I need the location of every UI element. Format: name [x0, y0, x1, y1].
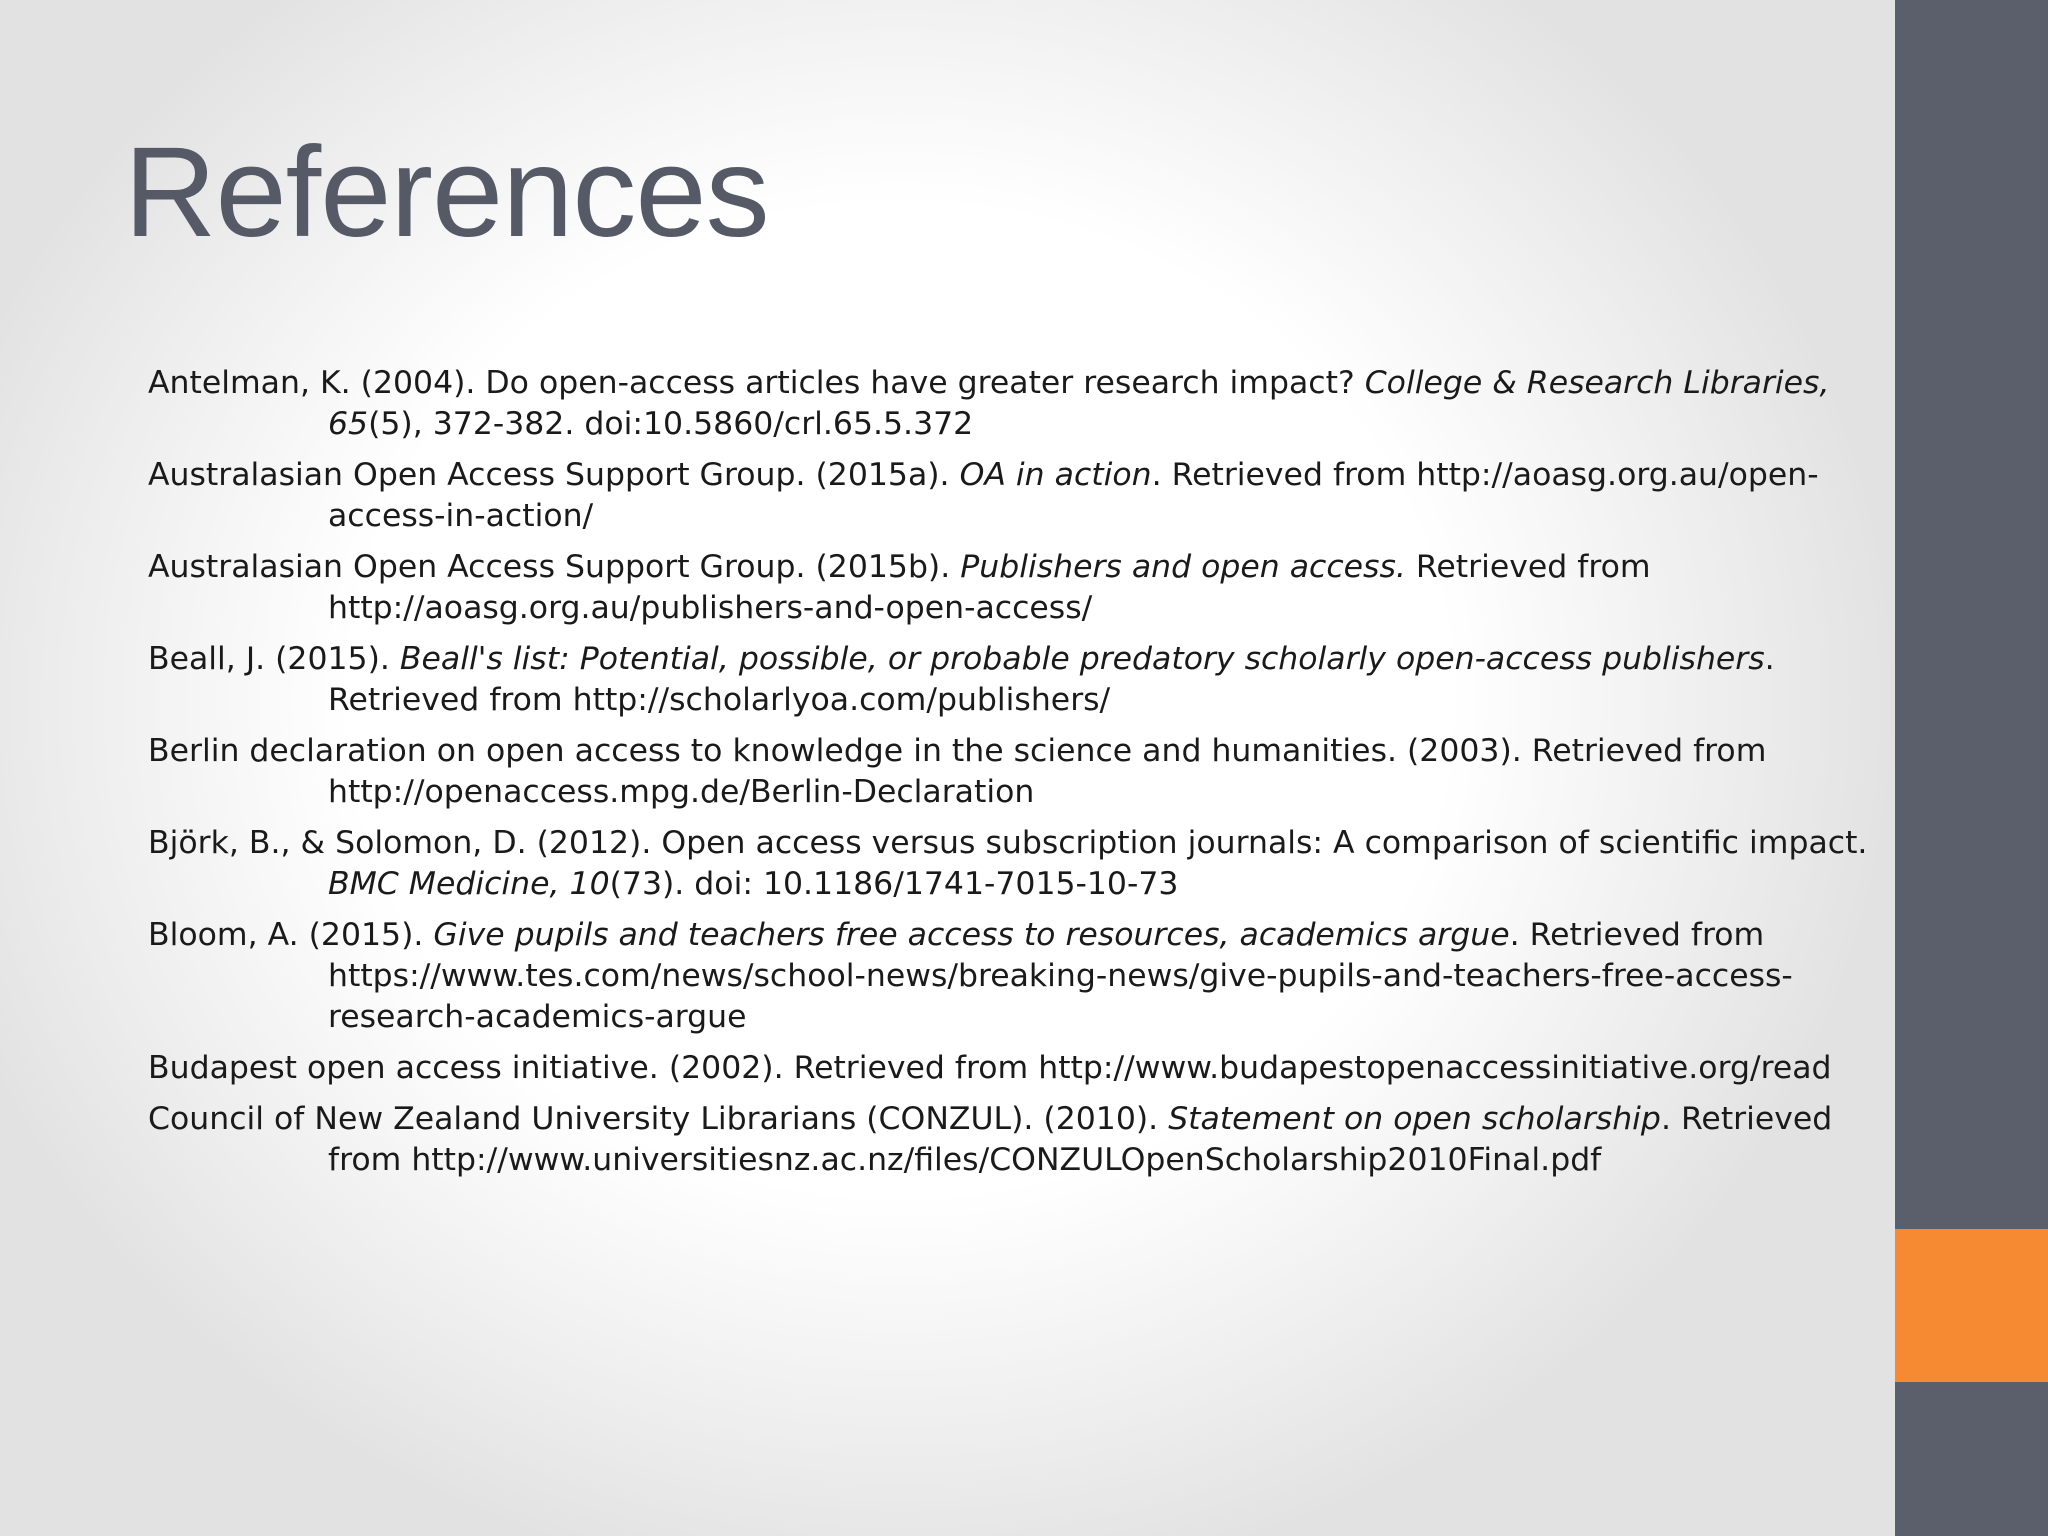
reference-item — [148, 547, 1868, 629]
reference-item — [148, 731, 1868, 813]
reference-text: (5), 372-382. doi:10.5860/crl.65.5.372 — [368, 406, 974, 442]
reference-text: Budapest open access initiative. (2002). Retrieved from http://www.budapestopenaccessinitiative.org/read — [148, 1050, 1832, 1086]
reference-text: . Retrieved from http://scholarlyoa.com/publishers/ — [328, 641, 1775, 718]
reference-item — [148, 455, 1868, 537]
reference-text: . Retrieved from http://aoasg.org.au/open-access-in-action/ — [328, 457, 1819, 534]
reference-italic: College & Research Libraries, 65 — [328, 365, 1830, 442]
reference-italic: BMC Medicine, 10 — [328, 866, 610, 902]
reference-text: Council of New Zealand University Librarians (CONZUL). (2010). — [148, 1101, 1169, 1137]
reference-text: Bloom, A. (2015). — [148, 917, 434, 953]
reference-text: Björk, B., & Solomon, D. (2012). Open access versus subscription journals: A comparison of scientific impact. — [148, 825, 1868, 861]
reference-item — [148, 363, 1868, 445]
side-accent-block — [1895, 1229, 2048, 1382]
reference-text: Australasian Open Access Support Group. (2015a). — [148, 457, 960, 493]
reference-item — [148, 915, 1868, 1038]
reference-italic: Beall's list: Potential, possible, or probable predatory scholarly open-access publishers — [399, 641, 1765, 677]
reference-italic: Publishers and open access. — [960, 549, 1406, 585]
reference-text: . Retrieved from http://www.universitiesnz.ac.nz/files/CONZULOpenScholarship2010Final.pdf — [328, 1101, 1833, 1178]
reference-italic: Give pupils and teachers free access to resources, academics argue — [433, 917, 1510, 953]
reference-text: Retrieved from http://aoasg.org.au/publishers-and-open-access/ — [328, 549, 1651, 626]
reference-text: (73). doi: 10.1186/1741-7015-10-73 — [609, 866, 1179, 902]
reference-italic: Statement on open scholarship — [1168, 1101, 1661, 1137]
reference-item — [148, 823, 1868, 905]
reference-text: Beall, J. (2015). — [148, 641, 400, 677]
reference-item — [148, 1048, 1868, 1089]
reference-item — [148, 1099, 1868, 1181]
slide-title: References — [124, 121, 769, 264]
reference-italic: OA in action — [959, 457, 1152, 493]
reference-text: Berlin declaration on open access to knowledge in the science and humanities. (2003). Retrieved from http://openaccess.mpg.de/Berlin-Declaration — [148, 733, 1767, 810]
reference-text: Australasian Open Access Support Group. (2015b). — [148, 549, 961, 585]
reference-text: Antelman, K. (2004). Do open-access articles have greater research impact? — [148, 365, 1365, 401]
reference-text: . Retrieved from https://www.tes.com/news/school-news/breaking-news/give-pupils-and-teachers-free-access-research-academics-argue — [328, 917, 1793, 1035]
reference-list — [148, 363, 1868, 1191]
reference-item — [148, 639, 1868, 721]
